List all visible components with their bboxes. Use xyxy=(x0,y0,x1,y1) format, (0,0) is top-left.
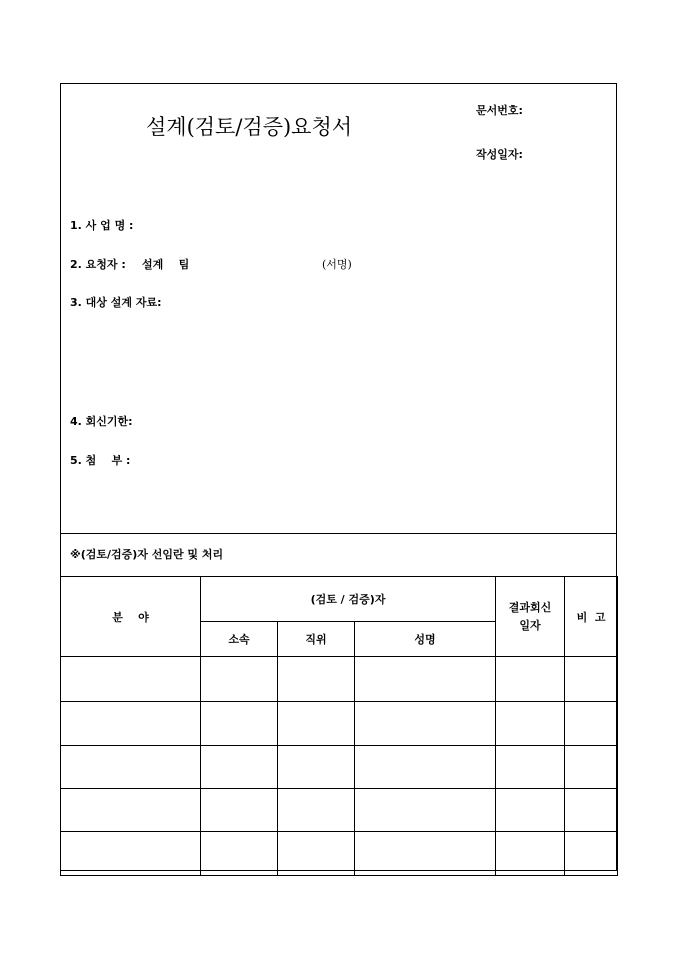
reviewer-table xyxy=(60,576,618,876)
col-header-name: 성명 xyxy=(355,622,496,657)
table-cell[interactable] xyxy=(496,702,565,746)
table-cell[interactable] xyxy=(565,832,618,876)
reply-deadline-label: 4. 회신기한: xyxy=(70,415,133,428)
table-cell[interactable] xyxy=(201,832,278,876)
table-cell[interactable] xyxy=(201,702,278,746)
table-cell[interactable] xyxy=(565,746,618,789)
table-cell[interactable] xyxy=(355,657,496,702)
page-title: 설계(검토/검증)요청서 xyxy=(146,115,353,139)
table-cell[interactable] xyxy=(278,789,355,832)
table-cell[interactable] xyxy=(278,746,355,789)
date-label: 작성일자: xyxy=(476,148,523,161)
table-cell[interactable] xyxy=(278,702,355,746)
table-cell[interactable] xyxy=(355,702,496,746)
table-cell[interactable] xyxy=(61,832,201,876)
col-header-affiliation: 소속 xyxy=(201,622,278,657)
signature-label: (서명) xyxy=(322,258,352,271)
col-header-reply-date: 결과회신 일자 xyxy=(496,577,565,657)
table-cell[interactable] xyxy=(61,657,201,702)
col-header-reviewer-group: (검토 / 검증)자 xyxy=(201,577,496,622)
table-cell[interactable] xyxy=(496,789,565,832)
table-cell[interactable] xyxy=(61,746,201,789)
table-cell[interactable] xyxy=(565,702,618,746)
table-cell[interactable] xyxy=(201,657,278,702)
table-cell[interactable] xyxy=(201,789,278,832)
review-section-header: ※(검토/검증)자 선임란 및 처리 xyxy=(70,548,224,561)
requester-value: 설계 팀 xyxy=(142,258,190,271)
table-row xyxy=(61,657,618,702)
table-cell[interactable] xyxy=(278,832,355,876)
requester-label: 2. 요청자 : xyxy=(70,258,126,271)
table-row xyxy=(61,832,618,876)
table-cell[interactable] xyxy=(496,657,565,702)
col-header-remarks: 비 고 xyxy=(565,577,618,657)
table-cell[interactable] xyxy=(355,832,496,876)
target-materials-label: 3. 대상 설계 자료: xyxy=(70,296,162,309)
doc-number-label: 문서번호: xyxy=(476,104,523,117)
table-cell[interactable] xyxy=(496,746,565,789)
table-cell[interactable] xyxy=(61,702,201,746)
table-cell[interactable] xyxy=(565,789,618,832)
project-name-label: 1. 사 업 명 : xyxy=(70,219,134,232)
table-cell[interactable] xyxy=(61,789,201,832)
table-row xyxy=(61,702,618,746)
table-cell[interactable] xyxy=(201,746,278,789)
table-cell[interactable] xyxy=(565,657,618,702)
section-divider xyxy=(60,533,617,534)
table-cell[interactable] xyxy=(278,657,355,702)
table-cell[interactable] xyxy=(355,746,496,789)
col-header-field: 분 야 xyxy=(61,577,201,657)
table-row xyxy=(61,746,618,789)
col-header-position: 직위 xyxy=(278,622,355,657)
table-row xyxy=(61,789,618,832)
attachment-label: 5. 첨 부 : xyxy=(70,454,131,467)
table-cell[interactable] xyxy=(496,832,565,876)
table-cell[interactable] xyxy=(355,789,496,832)
